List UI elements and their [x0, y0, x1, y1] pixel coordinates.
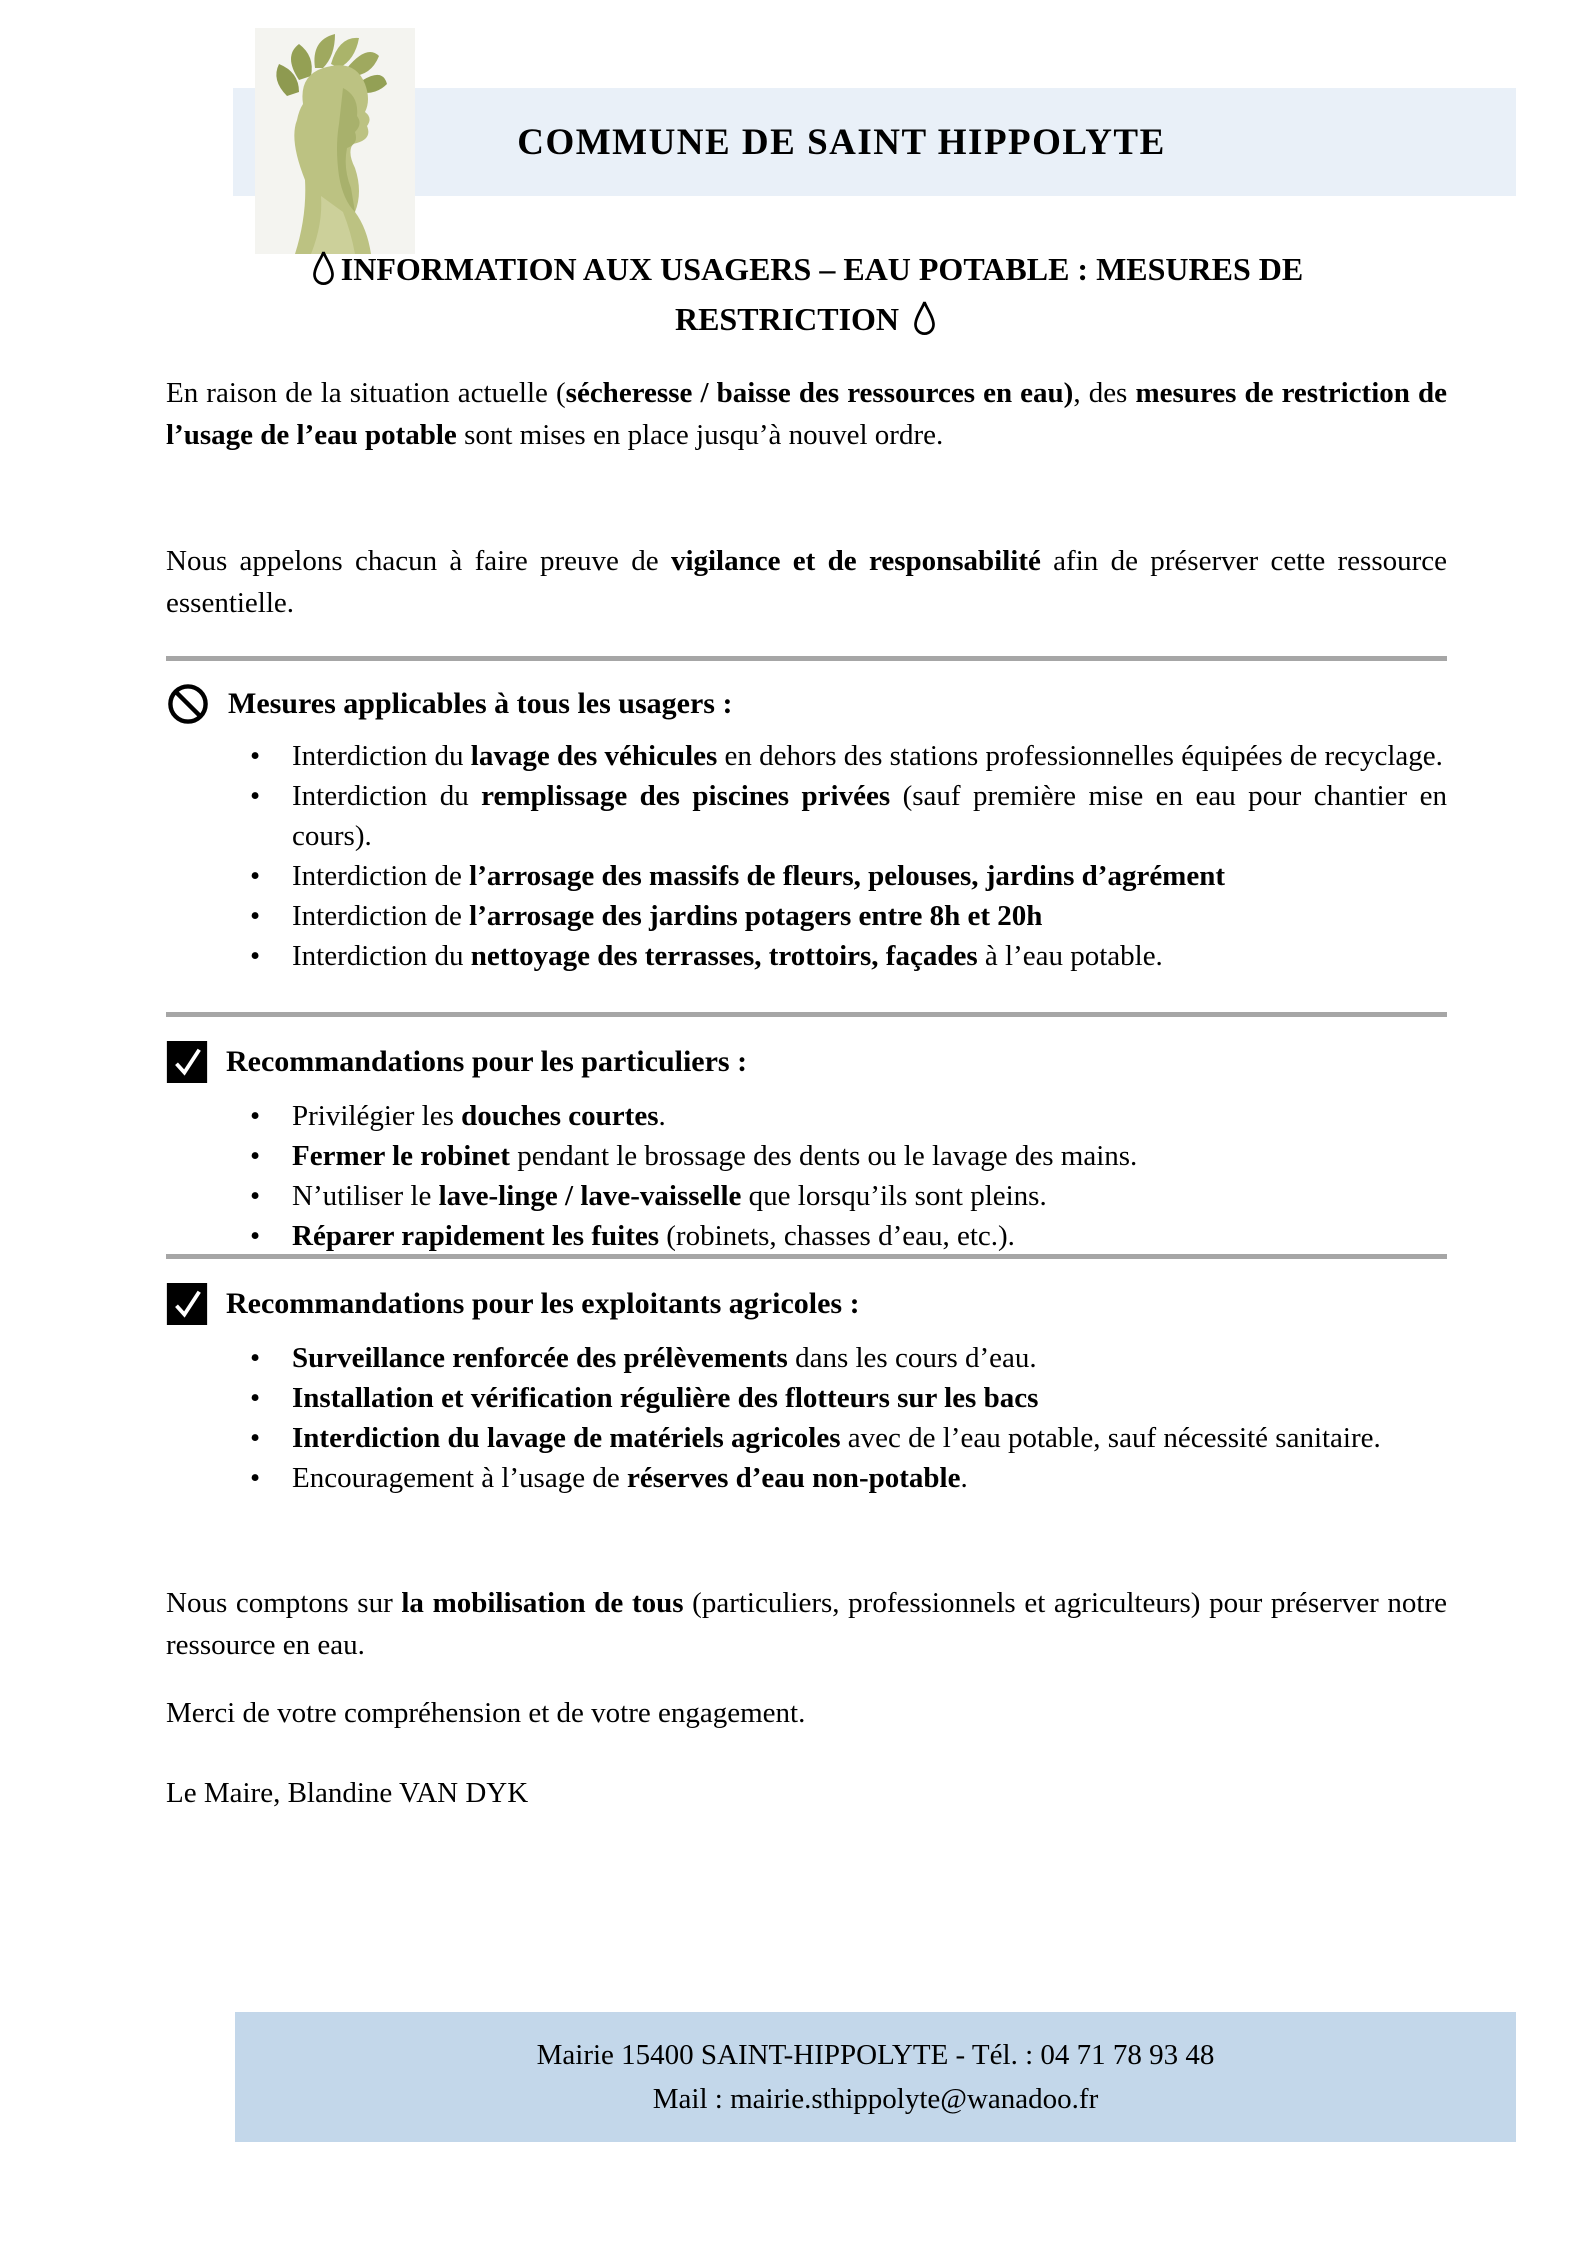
doc-title-text-2: RESTRICTION [674, 301, 900, 337]
mesures-bullet-list [166, 736, 1447, 976]
list-item: • Interdiction du lavage de matériels agricoles avec de l’eau potable, sauf nécessité sanitaire. [166, 1418, 1447, 1458]
list-item: • Réparer rapidement les fuites (robinets, chasses d’eau, etc.). [166, 1216, 1447, 1256]
doc-title-line-1 [166, 244, 1447, 294]
section-heading-text: Recommandations pour les exploitants agricoles : [226, 1287, 860, 1320]
section-heading-agricoles [166, 1280, 1447, 1328]
water-drop-icon [310, 249, 337, 289]
no-entry-icon [166, 682, 210, 726]
section-heading-text: Mesures applicables à tous les usagers : [228, 687, 733, 720]
marianne-bust-logo [255, 28, 415, 254]
signature-line: Le Maire, Blandine VAN DYK [166, 1777, 529, 1809]
intro-paragraph-1: En raison de la situation actuelle (sécheresse / baisse des ressources en eau), des mesures de restriction de l’usage de l’eau potable sont mises en place jusqu’à nouvel ordre. [166, 377, 1447, 451]
list-item: • N’utiliser le lave-linge / lave-vaisselle que lorsqu’ils sont pleins. [166, 1176, 1447, 1216]
footer-banner [235, 2012, 1516, 2142]
commune-title: COMMUNE DE SAINT HIPPOLYTE [517, 121, 1166, 163]
list-item: • Installation et vérification régulière des flotteurs sur les bacs [166, 1378, 1447, 1418]
doc-title-line-2 [166, 294, 1447, 344]
checked-box-icon [166, 1038, 208, 1086]
doc-title [166, 244, 1447, 344]
section-divider [166, 656, 1447, 661]
section-divider [166, 1012, 1447, 1017]
list-item: • Encouragement à l’usage de réserves d’eau non-potable. [166, 1458, 1447, 1498]
intro-paragraph-2: Nous appelons chacun à faire preuve de vigilance et de responsabilité afin de préserver cette ressource essentielle. [166, 545, 1448, 619]
list-item: • Privilégier les douches courtes. [166, 1096, 1447, 1136]
list-item: • Interdiction du remplissage des piscines privées (sauf première mise en eau pour chantier en cours). [166, 776, 1447, 856]
closing-paragraph-2: Merci de votre compréhension et de votre engagement. [166, 1697, 806, 1729]
list-item: • Interdiction du lavage des véhicules en dehors des stations professionnelles équipées de recyclage. [166, 736, 1447, 776]
checked-box-icon [166, 1280, 208, 1328]
agricoles-bullet-list [166, 1338, 1447, 1498]
footer-address-line: Mairie 15400 SAINT-HIPPOLYTE - Tél. : 04 71 78 93 48 [536, 2039, 1215, 2071]
marianne-bust-image [255, 28, 415, 254]
water-drop-icon [911, 299, 938, 339]
list-item: • Surveillance renforcée des prélèvements dans les cours d’eau. [166, 1338, 1447, 1378]
list-item: • Interdiction de l’arrosage des jardins potagers entre 8h et 20h [166, 896, 1447, 936]
section-heading-particuliers [166, 1038, 1447, 1086]
list-item: • Fermer le robinet pendant le brossage des dents ou le lavage des mains. [166, 1136, 1447, 1176]
list-item: • Interdiction de l’arrosage des massifs de fleurs, pelouses, jardins d’agrément [166, 856, 1447, 896]
footer-mail-line: Mail : mairie.sthippolyte@wanadoo.fr [652, 2083, 1099, 2115]
header-banner [233, 88, 1516, 196]
closing-paragraph-1: Nous comptons sur la mobilisation de tous (particuliers, professionnels et agriculteurs) pour préserver notre ressource en eau. [166, 1587, 1447, 1661]
particuliers-bullet-list [166, 1096, 1447, 1256]
section-divider [166, 1254, 1447, 1259]
list-item: • Interdiction du nettoyage des terrasses, trottoirs, façades à l’eau potable. [166, 936, 1447, 976]
doc-title-text-1: INFORMATION AUX USAGERS – EAU POTABLE : MESURES DE [340, 251, 1304, 287]
section-heading-mesures [166, 682, 1447, 726]
section-heading-text: Recommandations pour les particuliers : [226, 1045, 748, 1078]
